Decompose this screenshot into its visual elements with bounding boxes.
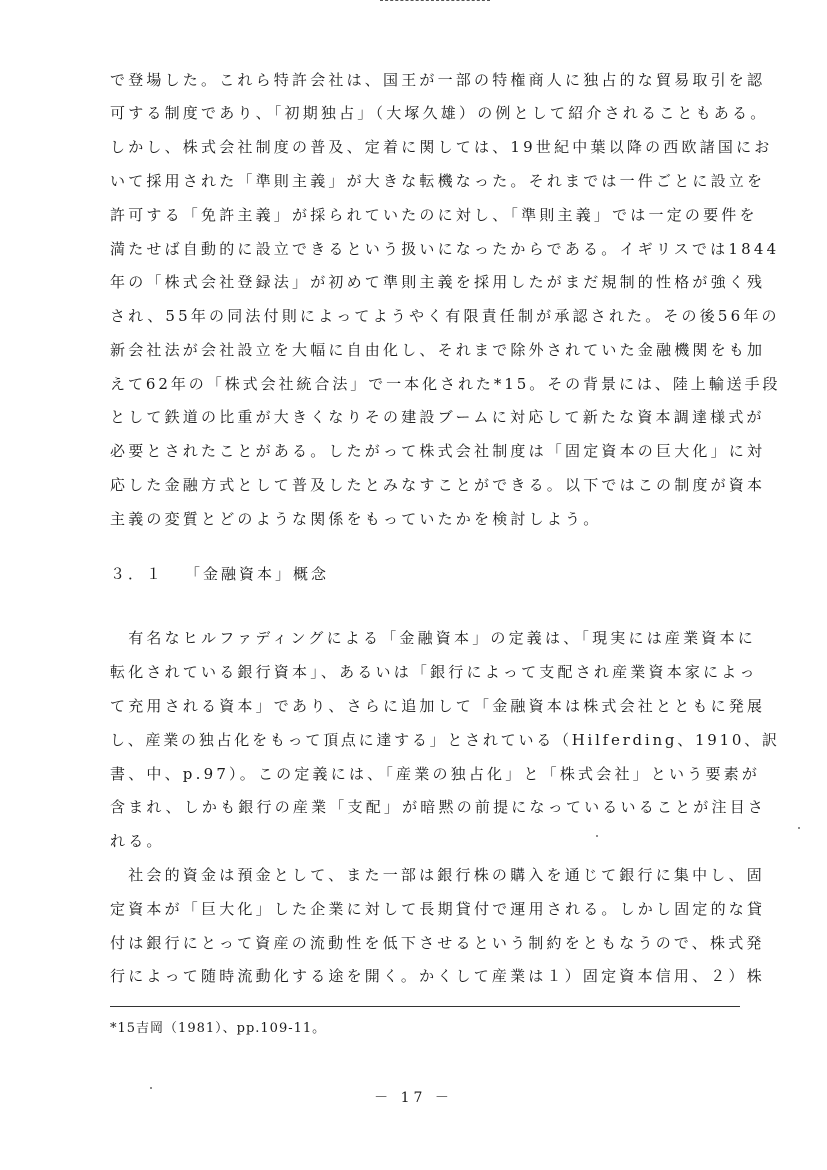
text-line: 有名なヒルファディングによる「金融資本」の定義は、「現実には産業資本に [110, 629, 756, 647]
text-line: 書、中、p.97）。この定義には、「産業の独占化」と「株式会社」という要素が [110, 765, 761, 783]
text-line: しかし、株式会社制度の普及、定着に関しては、19世紀中葉以降の西欧諸国にお [110, 138, 773, 156]
text-line: 新会社法が会社設立を大幅に自由化し、それまで除外されていた金融機関をも加 [110, 341, 766, 359]
scan-speck [798, 827, 800, 829]
text-line: 含まれ、しかも銀行の産業「支配」が暗黙の前提になっているいることが注目さ [110, 798, 767, 816]
text-line: 満たせば自動的に設立できるという扱いになったからである。イギリスでは1844 [110, 240, 780, 258]
page-number: － 17 － [374, 1090, 453, 1106]
text-line: 許可する「免許主義」が採られていたのに対し、「準則主義」では一定の要件を [110, 206, 758, 224]
section-heading [110, 563, 329, 584]
text-line: 応した金融方式として普及したとみなすことができる。以下ではこの制度が資本 [110, 476, 766, 494]
text-line: 行によって随時流動化する途を開く。かくして産業は１）固定資本信用、２）株 [110, 967, 765, 985]
text-line: され、55年の同法付則によってようやく有限責任制が承認された。その後56年の [110, 307, 780, 325]
text-line: で登場した。これら特許会社は、国王が一部の特権商人に独占的な貿易取引を認 [110, 71, 766, 89]
text-line: 主義の変質とどのような関係をもっていたかを検討しよう。 [110, 510, 602, 528]
footnote: *15吉岡（1981）、pp.109-11。 [110, 1021, 327, 1036]
section-title: 「金融資本」概念 [185, 565, 330, 583]
scan-speck [596, 835, 598, 837]
text-line: 定資本が「巨大化」した企業に対して長期貸付で運用される。しかし固定的な貸 [110, 900, 766, 918]
scan-speck [150, 1087, 152, 1089]
text-line: 必要とされたことがある。したがって株式会社制度は「固定資本の巨大化」に対 [110, 442, 766, 460]
text-line: 社会的資金は預金として、また一部は銀行株の購入を通じて銀行に集中し、固 [110, 866, 765, 884]
text-line: いて採用された「準則主義」が大きな転機なった。それまでは一件ごとに設立を [110, 172, 766, 190]
footnote-divider [110, 1006, 740, 1007]
text-line: として鉄道の比重が大きくなりその建設ブームに対応して新たな資本調達様式が [110, 408, 765, 426]
text-line: 転化されている銀行資本」、あるいは「銀行によって支配され産業資本家によっ [110, 663, 758, 681]
text-line: し、産業の独占化をもって頂点に達する」とされている（Hilferding、1910、訳 [110, 731, 780, 749]
text-line: れる。 [110, 832, 165, 850]
top-edge-mark [380, 0, 490, 4]
section-number: ３．１ [110, 565, 165, 583]
text-line: 付は銀行にとって資産の流動性を低下させるという制約をともなうので、株式発 [110, 934, 765, 952]
text-line: 年の「株式会社登録法」が初めて準則主義を採用したがまだ規制的性格が強く残 [110, 273, 766, 291]
text-line: えて62年の「株式会社統合法」で一本化された*15。その背景には、陸上輸送手段 [110, 375, 781, 393]
text-line: て充用される資本」であり、さらに追加して「金融資本は株式会社とともに発展 [110, 697, 766, 715]
text-line: 可する制度であり、「初期独占」（大塚久雄）の例として紹介されることもある。 [110, 104, 769, 122]
